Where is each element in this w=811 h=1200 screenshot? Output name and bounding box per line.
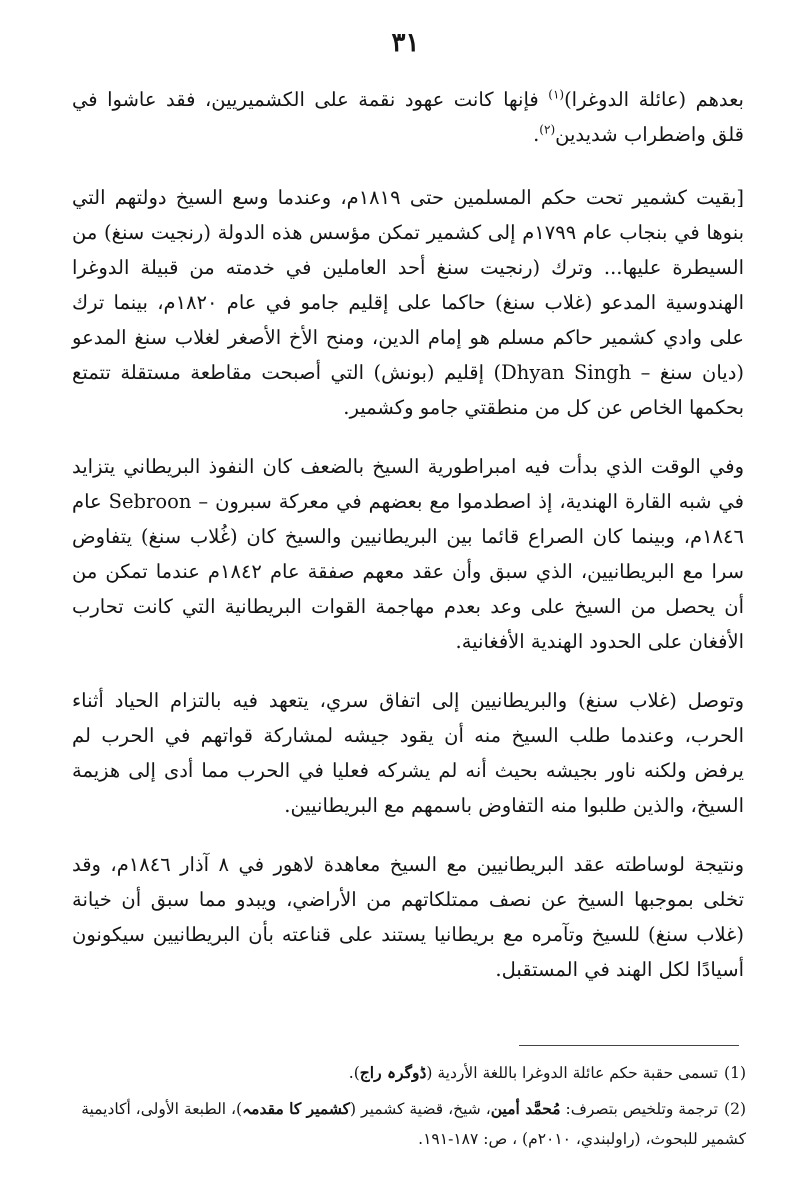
footnote-ref-2[interactable]: (٢) [539,122,556,137]
footnote-2-text-3: )، الطبعة الأولى، أكاديمية كشمير للبحوث، (راولبندي، ٢٠١٠م) ، ص: ١٨٧-١٩١. [81,1100,746,1148]
footnotes [60,1058,746,1160]
paragraph-british-influence-text-2: عام ١٨٤٦م، وبينما كان الصراع قائما بين البريطانيين والسيخ كان (غُلاب سنغ) يتفاوض سرا مع البريطانيين، الذي سبق وأن عقد معهم صفقة عام ١٨٤٢م عندما تمكن من أن يحصل من السيخ على وعد بعدم مهاجمة القوات البريطانية التي كانت تحارب الأفغان على الحدود الهندية الأفغانية. [72,490,744,653]
paragraph-british-influence-text: وفي الوقت الذي بدأت فيه امبراطورية السيخ بالضعف كان النفوذ البريطاني يتزايد في شبه القارة الهندية، إذ اصطدموا مع بعضهم في معركة سبرون – [72,455,744,513]
paragraph-lahore-treaty: ونتيجة لوساطته عقد البريطانيين مع السيخ معاهدة لاهور في ٨ آذار ١٨٤٦م، وقد تخلى بموجبها السيخ عن نصف ممتلكاتهم من الأراضي، ويبدو مما سبق أن خيانة (غلاب سنغ) للسيخ وتآمره مع بريطانيا يستند على قناعته بأن البريطانيين سيكونون أسيادًا لكل الهند في المستقبل. [72,853,744,981]
paragraph-secret-agreement: وتوصل (غلاب سنغ) والبريطانيين إلى اتفاق سري، يتعهد فيه بالتزام الحياد أثناء الحرب، وعندما طلب السيخ منه أن يقود جيشه لمشاركة قواتهم في الحرب لم يرفض ولكنه ناور بجيشه بحيث أنه لم يشركه فعليا في الحرب مما أدى إلى هزيمة السيخ، والذين طلبوا منه التفاوض باسمهم مع البريطانيين. [72,689,744,817]
footnote-1-text-2: ). [348,1064,360,1082]
paragraph-british-influence [72,449,744,659]
paragraph-sikh-rule-text-2: ) إقليم (بونش) التي أصبحت مقاطعة مستقلة تتمتع بحكمها الخاص عن كل من منطقتي جامو وكشمير. [72,361,744,419]
paragraph-sikh-rule-text: [بقيت كشمير تحت حكم المسلمين حتى ١٨١٩م، وعندما وسع السيخ دولتهم التي بنوها في بنجاب عام ١٧٩٩م إلى كشمير تمكن مؤسس هذه الدولة (رنجيت سنغ) من السيطرة عليها... وترك (رنجيت سنغ أحد العاملين في خدمته من قبيلة الدوغرا الهندوسية المدعو (غلاب سنغ) حاكما على إقليم جامو في عام ١٨٢٠م، بينما ترك على وادي كشمير حاكم مسلم هو إمام الدين، ومنح الأخ الأصغر لغلاب سنغ المدعو (ديان سنغ – [72,186,745,384]
paragraph-intro-text-2: فإنها كانت عهود نقمة على الكشميريين، فقد عاشوا في قلق واضطراب شديدين [72,88,744,146]
paragraph-intro-end: . [533,123,540,146]
footnote-2-text: ترجمة وتلخيص بتصرف: [560,1100,718,1118]
footnote-2-number: (2) [724,1100,746,1118]
body-text [72,82,744,1011]
footnote-1-number: (1) [724,1064,746,1082]
footnote-2-text-2: ، شيخ، قضية كشمير ( [350,1100,491,1118]
paragraph-intro [72,82,744,152]
footnote-2-urdu-title: کشمیر کا مقدمہ [242,1099,351,1118]
footnote-1-text: تسمى حقبة حكم عائلة الدوغرا باللغة الأردية ( [426,1064,718,1082]
footnote-1-urdu-term: ڈوگرہ راج [359,1063,427,1082]
footnote-2 [60,1094,746,1154]
latin-term-sebroon: Sebroon [108,490,192,513]
footnote-divider [519,1045,739,1046]
page-number: ٣١ [391,28,420,58]
paragraph-sikh-rule [72,180,744,425]
paragraph-intro-text: بعدهم (عائلة الدوغرا) [564,88,744,111]
footnote-1 [60,1058,746,1088]
footnote-ref-1[interactable]: (١) [548,87,565,102]
latin-term-dhyan-singh: Dhyan Singh [501,361,632,384]
footnote-2-author: مُحمَّد أمين [490,1099,561,1118]
